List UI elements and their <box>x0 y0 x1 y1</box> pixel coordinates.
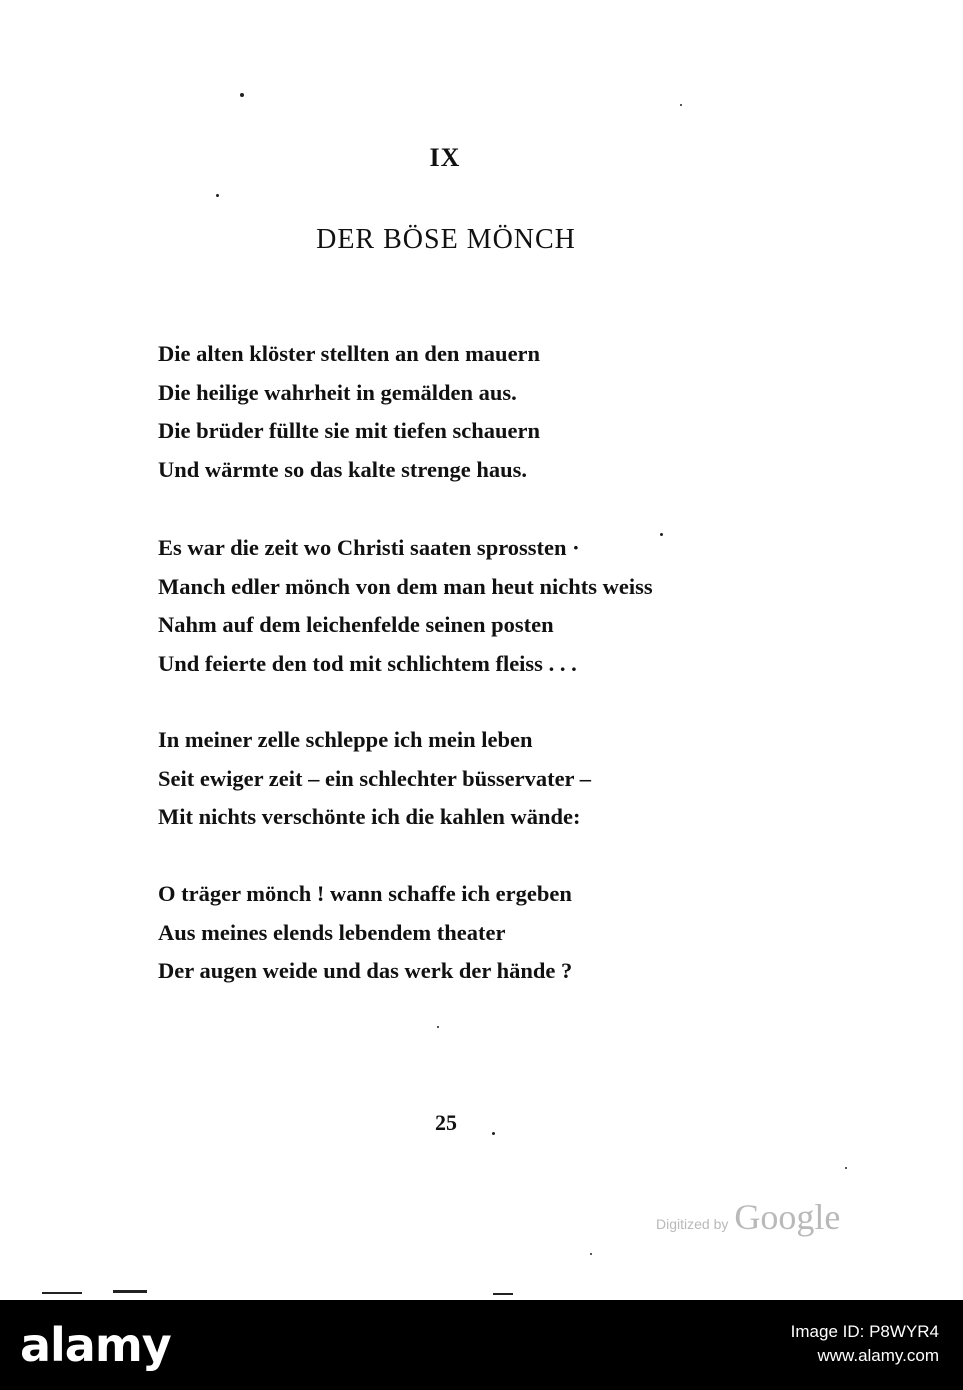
stanza-2 <box>158 529 653 683</box>
stock-footer <box>0 1300 963 1390</box>
scan-speck <box>216 194 219 197</box>
verse-line: Und wärmte so das kalte strenge haus. <box>158 456 527 482</box>
verse-line: Manch edler mönch von dem man heut nichts weiss <box>158 573 653 599</box>
stanza-3 <box>158 721 591 837</box>
scan-speck <box>660 533 663 536</box>
verse-line: Die heilige wahrheit in gemälden aus. <box>158 379 517 405</box>
verse-line: Aus meines elends lebendem theater <box>158 919 506 945</box>
verse-line: Es war die zeit wo Christi saaten sprossten · <box>158 535 580 560</box>
verse-line: Nahm auf dem leichenfelde seinen posten <box>158 612 554 637</box>
google-logo: Google <box>734 1197 841 1237</box>
verse-line: Die brüder füllte sie mit tiefen schauern <box>158 418 541 443</box>
verse-line: In meiner zelle schleppe ich mein leben <box>158 727 533 752</box>
scan-speck <box>437 1026 439 1028</box>
scan-speck <box>590 1253 592 1255</box>
stanza-1 <box>158 335 540 489</box>
scan-mark <box>113 1290 147 1293</box>
verse-line: Die alten klöster stellten an den mauern <box>158 341 541 366</box>
scan-speck <box>240 93 244 97</box>
section-numeral: IX <box>429 143 461 172</box>
site-url: www.alamy.com <box>817 1346 939 1365</box>
scan-speck <box>680 104 682 106</box>
verse-line: Mit nichts verschönte ich die kahlen wände: <box>158 804 581 829</box>
digitized-prefix: Digitized by <box>656 1216 729 1232</box>
page-number: 25 <box>435 1110 457 1135</box>
alamy-logo: alamy <box>20 1318 171 1372</box>
scan-speck <box>845 1167 847 1169</box>
scan-mark <box>493 1293 513 1295</box>
verse-line: Der augen weide und das werk der hände ? <box>158 958 573 983</box>
verse-line: Seit ewiger zeit – ein schlechter büsservater – <box>158 765 592 791</box>
image-id: Image ID: P8WYR4 <box>790 1322 939 1341</box>
verse-line: O träger mönch ! wann schaffe ich ergeben <box>158 881 572 906</box>
scan-mark <box>42 1292 82 1294</box>
digitized-watermark <box>656 1196 840 1238</box>
image-credit <box>791 1320 939 1368</box>
stanza-4 <box>158 875 572 991</box>
verse-line: Und feierte den tod mit schlichtem fleiss . . . <box>158 650 577 676</box>
poem-title: DER BÖSE MÖNCH <box>316 224 576 255</box>
